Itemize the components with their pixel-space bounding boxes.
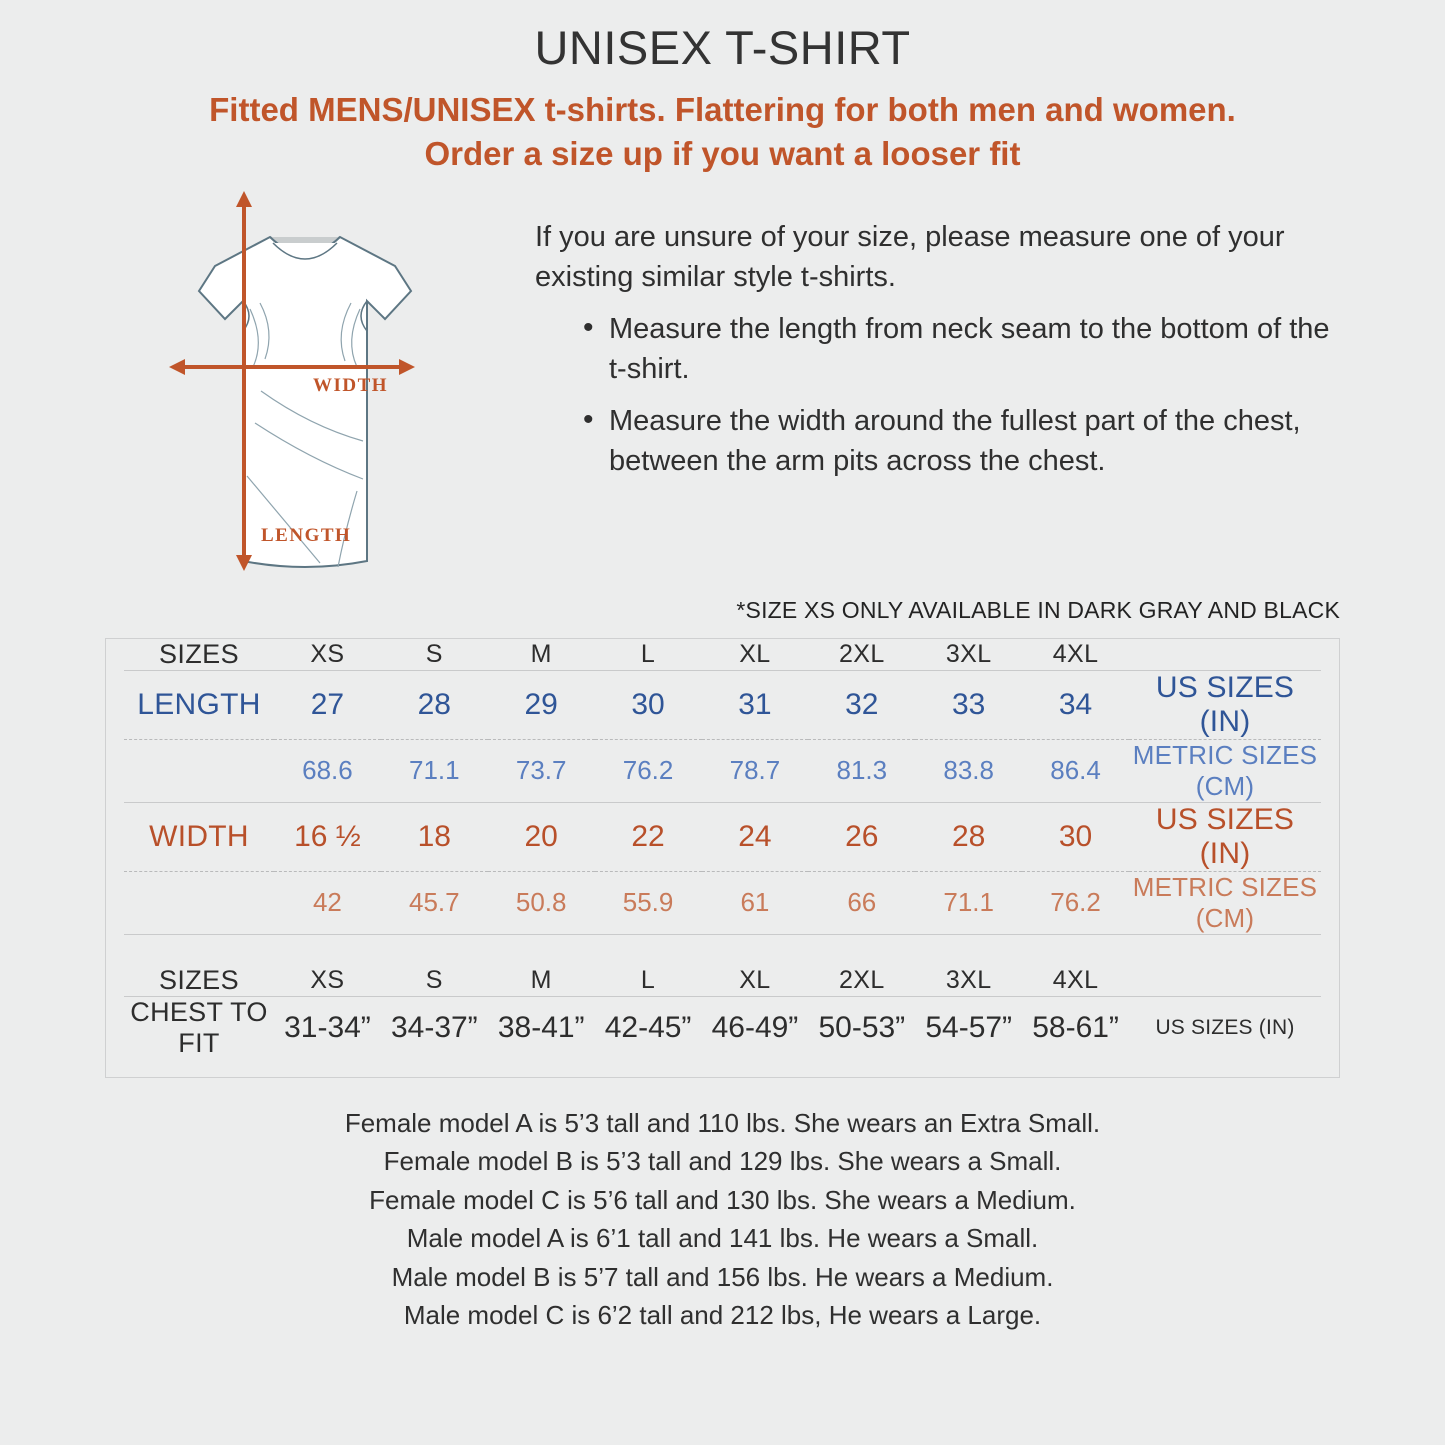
length-label-text: LENGTH — [261, 524, 352, 546]
chest-to-fit-row — [124, 996, 1321, 1059]
size-table — [124, 639, 1321, 1059]
width-cm-xl: 61 — [740, 887, 770, 918]
length-us-m: 29 — [524, 687, 558, 721]
chest-3xl: 54-57” — [925, 1010, 1013, 1044]
size2-header-xs: XS — [310, 965, 345, 994]
row-label-length-metric — [124, 739, 274, 802]
instructions-intro: If you are unsure of your size, please measure one of your existing similar style t-shirts. — [535, 220, 1285, 293]
table-spacer — [124, 934, 1321, 965]
size-table-container — [105, 638, 1340, 1078]
instructions-list — [535, 309, 1350, 481]
length-cm-m: 73.7 — [515, 755, 567, 786]
size-header-s: S — [425, 639, 443, 668]
page-subtitle — [0, 88, 1445, 177]
row-label-chest-to-fit: CHEST TO FIT — [130, 996, 268, 1058]
size2-header-2xl: 2XL — [838, 965, 885, 994]
chest-xl: 46-49” — [711, 1010, 799, 1044]
length-cm-xs: 68.6 — [302, 755, 353, 786]
width-cm-xs: 42 — [312, 887, 342, 918]
length-us-l: 30 — [631, 687, 665, 721]
chest-2xl: 50-53” — [818, 1010, 906, 1044]
width-us-2xl: 26 — [845, 819, 879, 853]
length-cm-s: 71.1 — [409, 755, 460, 786]
length-cm-2xl: 81.3 — [836, 755, 888, 786]
width-metric-row — [124, 871, 1321, 934]
width-us-row — [124, 802, 1321, 871]
size-header-3xl: 3XL — [945, 639, 992, 668]
length-us-4xl: 34 — [1058, 687, 1093, 721]
size-header-xs: XS — [310, 639, 345, 668]
length-us-3xl: 33 — [952, 687, 986, 721]
length-metric-row — [124, 739, 1321, 802]
list-item: • Measure the width around the fullest part of the chest, between the arm pits across the chest. — [583, 401, 1350, 481]
size-header-l: L — [640, 639, 656, 668]
width-us-xl: 24 — [738, 819, 772, 853]
length-cm-xl: 78.7 — [729, 755, 781, 786]
length-us-xs: 27 — [310, 687, 345, 721]
size2-header-3xl: 3XL — [945, 965, 992, 994]
width-us-xs: 16 ½ — [294, 819, 361, 853]
width-us-l: 22 — [631, 819, 665, 853]
length-us-xl: 31 — [738, 687, 772, 721]
table-header-row-1 — [124, 639, 1321, 670]
length-us-2xl: 32 — [845, 687, 879, 721]
width-us-4xl: 30 — [1058, 819, 1093, 853]
sizes-header-label: SIZES — [158, 638, 240, 669]
size-header-4xl: 4XL — [1052, 639, 1099, 668]
availability-note: *SIZE XS ONLY AVAILABLE IN DARK GRAY AND BLACK — [736, 596, 1340, 623]
width-us-3xl: 28 — [952, 819, 986, 853]
unit-header-blank — [1129, 639, 1321, 670]
length-us-unit: US SIZES (IN) — [1155, 670, 1295, 738]
row-label-length: LENGTH — [137, 687, 261, 721]
length-us-s: 28 — [417, 687, 451, 721]
width-cm-3xl: 71.1 — [943, 887, 994, 918]
width-cm-m: 50.8 — [515, 887, 567, 918]
chest-m: 38-41” — [497, 1010, 585, 1044]
sizes-header-label-2: SIZES — [158, 964, 240, 995]
subtitle-line-1: Fitted MENS/UNISEX t-shirts. Flattering for both men and women. — [209, 90, 1236, 128]
size2-header-s: S — [425, 965, 443, 994]
size-header-xl: XL — [739, 639, 771, 668]
size-header-m: M — [530, 639, 552, 668]
width-cm-2xl: 66 — [847, 887, 877, 918]
footer-line: Male model B is 5’7 tall and 156 lbs. He wears a Medium. — [391, 1261, 1054, 1292]
size2-header-m: M — [530, 965, 552, 994]
unit-header-blank-2 — [1129, 965, 1321, 996]
size-header-2xl: 2XL — [838, 639, 885, 668]
width-cm-4xl: 76.2 — [1050, 887, 1101, 918]
size2-header-4xl: 4XL — [1052, 965, 1099, 994]
width-label-text: WIDTH — [313, 374, 389, 396]
tshirt-diagram — [95, 191, 515, 591]
row-label-width: WIDTH — [149, 819, 249, 853]
model-info-footer — [0, 1104, 1445, 1335]
diagram-and-instructions — [0, 191, 1445, 591]
width-metric-unit: METRIC SIZES (CM) — [1132, 871, 1318, 933]
footer-line: Male model A is 6’1 tall and 141 lbs. He wears a Small. — [406, 1223, 1039, 1254]
length-cm-l: 76.2 — [622, 755, 674, 786]
footer-line: Female model A is 5’3 tall and 110 lbs. She wears an Extra Small. — [344, 1107, 1101, 1138]
list-item: • Measure the length from neck seam to the bottom of the t-shirt. — [583, 309, 1350, 389]
footer-line: Female model B is 5’3 tall and 129 lbs. She wears a Small. — [383, 1146, 1062, 1177]
row-label-width-metric — [124, 871, 274, 934]
length-metric-unit: METRIC SIZES (CM) — [1132, 739, 1318, 801]
size2-header-l: L — [640, 965, 656, 994]
width-us-s: 18 — [417, 819, 451, 853]
width-us-unit: US SIZES (IN) — [1155, 802, 1295, 870]
footer-line: Male model C is 6’2 tall and 212 lbs, He wears a Large. — [403, 1300, 1042, 1331]
length-us-row — [124, 670, 1321, 739]
table-header-row-2 — [124, 965, 1321, 996]
chest-l: 42-45” — [604, 1010, 692, 1044]
chest-unit: US SIZES (IN) — [1155, 1015, 1295, 1039]
width-cm-l: 55.9 — [622, 887, 674, 918]
width-cm-s: 45.7 — [409, 887, 460, 918]
page-title: UNISEX T-SHIRT — [534, 21, 911, 74]
width-us-m: 20 — [524, 819, 558, 853]
length-cm-4xl: 86.4 — [1050, 755, 1101, 786]
measuring-instructions — [515, 191, 1445, 481]
subtitle-line-2: Order a size up if you want a looser fit — [424, 135, 1021, 173]
size2-header-xl: XL — [739, 965, 771, 994]
chest-xs: 31-34” — [284, 1010, 371, 1044]
chest-s: 34-37” — [390, 1010, 478, 1044]
chest-4xl: 58-61” — [1032, 1010, 1119, 1044]
footer-line: Female model C is 5’6 tall and 130 lbs. She wears a Medium. — [369, 1184, 1076, 1215]
length-cm-3xl: 83.8 — [943, 755, 994, 786]
